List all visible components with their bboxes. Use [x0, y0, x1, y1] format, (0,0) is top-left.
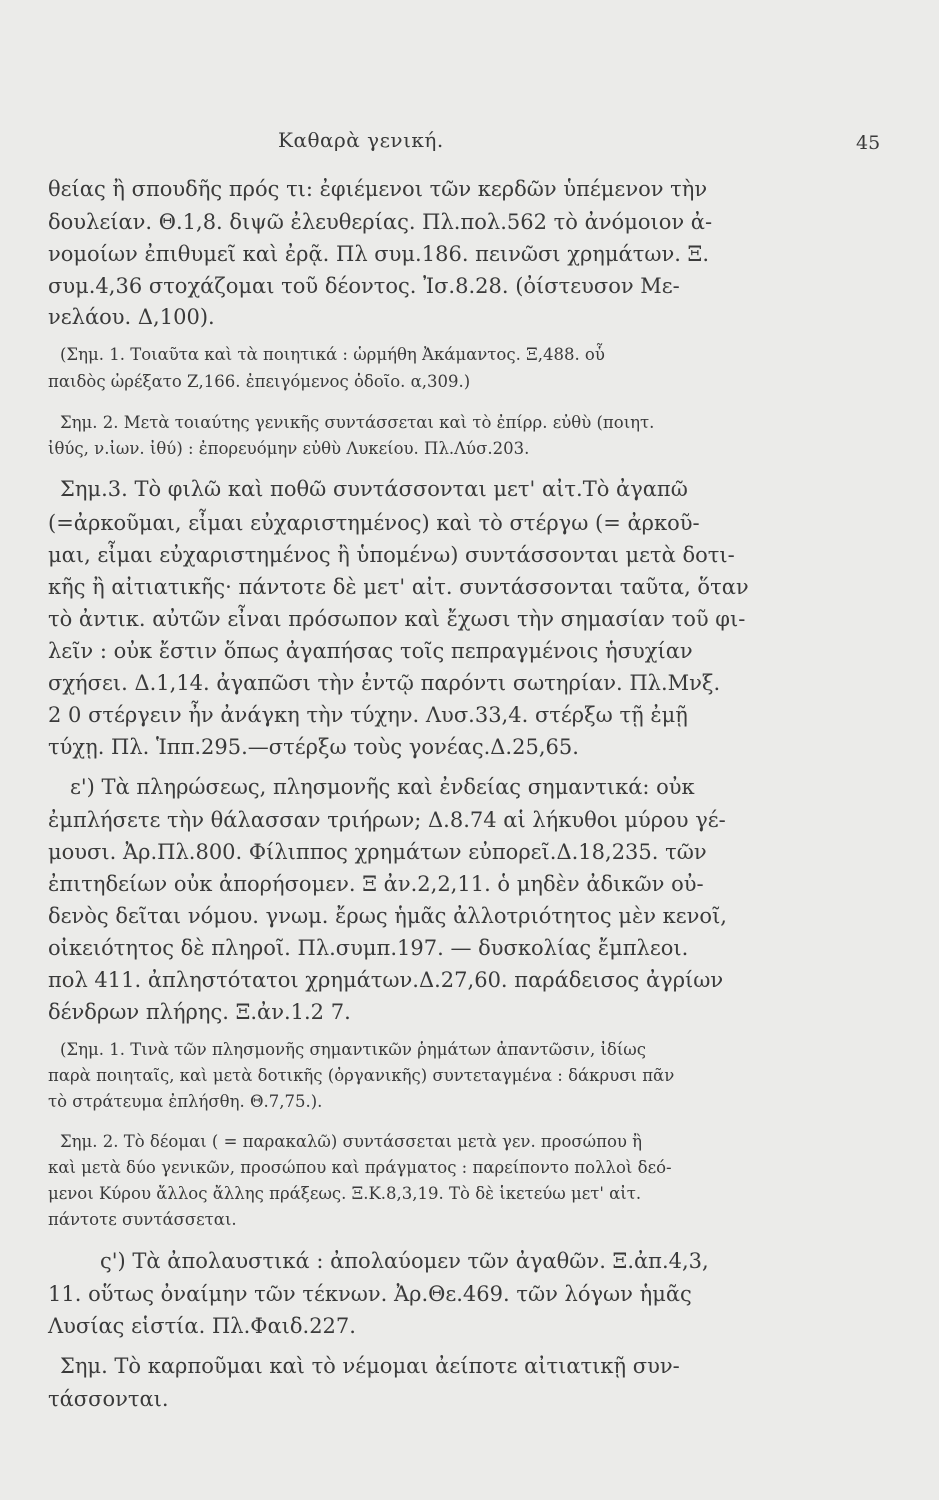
text-line: τὸ ἀντικ. αὐτῶν εἶναι πρόσωπον καὶ ἔχωσι τὴν σημασίαν τοῦ φι-	[48, 607, 746, 631]
text-line: νελάου. Δ,100).	[48, 305, 215, 329]
text-line: (=ἀρκοῦμαι, εἶμαι εὐχαριστημένος) καὶ τὸ στέργω (= ἀρκοῦ-	[48, 511, 700, 535]
page-header	[0, 128, 939, 158]
note-line: ἰθύς, ν.ἰων. ἰθύ) : ἐπορευόμην εὐθὺ Λυκείου. Πλ.Λύσ.203.	[48, 439, 530, 458]
text-line: σχήσει. Δ.1,14. ἀγαπῶσι τὴν ἐντῷ παρόντι σωτηρίαν. Πλ.Μνξ.	[48, 671, 721, 695]
page-number: 45	[856, 132, 881, 154]
text-line: Λυσίας εἱστία. Πλ.Φαιδ.227.	[48, 1314, 356, 1338]
text-line: ἐμπλήσετε τὴν θάλασσαν τριήρων; Δ.8.74 αἱ λήκυθοι μύρου γέ-	[48, 808, 726, 832]
note-line: τὸ στράτευμα ἐπλήσθη. Θ.7,75.).	[48, 1092, 323, 1111]
text-line: θείας ἢ σπουδῆς πρός τι: ἐφιέμενοι τῶν κερδῶν ὑπέμενον τὴν	[48, 177, 708, 201]
text-line: ς') Τὰ ἀπολαυστικά : ἀπολαύομεν τῶν ἀγαθῶν. Ξ.ἀπ.4,3,	[100, 1249, 709, 1273]
note-line: Σημ. 2. Τὸ δέομαι ( = παρακαλῶ) συντάσσεται μετὰ γεν. προσώπου ἢ	[60, 1132, 643, 1151]
running-head: Καθαρὰ γενική.	[278, 128, 444, 152]
text-line: 11. οὕτως ὀναίμην τῶν τέκνων. Ἀρ.Θε.469. τῶν λόγων ἡμᾶς	[48, 1282, 692, 1306]
text-line: νομοίων ἐπιθυμεῖ καὶ ἐρᾷ. Πλ συμ.186. πεινῶσι χρημάτων. Ξ.	[48, 242, 710, 266]
text-line: πολ 411. ἀπληστότατοι χρημάτων.Δ.27,60. παράδεισος ἀγρίων	[48, 968, 724, 992]
text-line: τύχῃ. Πλ. Ἱππ.295.—στέρξω τοὺς γονέας.Δ.25,65.	[48, 735, 579, 759]
text-line: συμ.4,36 στοχάζομαι τοῦ δέοντος. Ἰσ.8.28. (ὀίστευσον Με-	[48, 274, 680, 298]
text-line: τάσσονται.	[48, 1387, 169, 1411]
text-line: μαι, εἶμαι εὐχαριστημένος ἢ ὑπομένω) συντάσσονται μετὰ δοτι-	[48, 543, 735, 567]
note-line: παρὰ ποιηταῖς, καὶ μετὰ δοτικῆς (ὀργανικῆς) συντεταγμένα : δάκρυσι πᾶν	[48, 1066, 675, 1085]
note-line: πάντοτε συντάσσεται.	[48, 1210, 237, 1229]
note-line: καὶ μετὰ δύο γενικῶν, προσώπου καὶ πράγματος : παρείποντο πολλοὶ δεό-	[48, 1158, 672, 1177]
note-line: (Σημ. 1. Τοιαῦτα καὶ τὰ ποιητικά : ὡρμήθη Ἀκάμαντος. Ξ,488. οὗ	[60, 345, 605, 364]
text-line: οἰκειότητος δὲ πληροῖ. Πλ.συμπ.197. — δυσκολίας ἔμπλεοι.	[48, 936, 689, 960]
text-line: ε') Τὰ πληρώσεως, πλησμονῆς καὶ ἐνδείας σημαντικά: οὐκ	[70, 775, 695, 799]
note-line: (Σημ. 1. Τινὰ τῶν πλησμονῆς σημαντικῶν ῥημάτων ἀπαντῶσιν, ἰδίως	[60, 1040, 647, 1059]
note-line: Σημ. 2. Μετὰ τοιαύτης γενικῆς συντάσσεται καὶ τὸ ἐπίρρ. εὐθὺ (ποιητ.	[60, 413, 655, 432]
text-line: Σημ.3. Τὸ φιλῶ καὶ ποθῶ συντάσσονται μετ' αἰτ.Τὸ ἀγαπῶ	[60, 477, 688, 501]
text-line: ἐπιτηδείων οὐκ ἀπορήσομεν. Ξ ἀν.2,2,11. ὁ μηδὲν ἀδικῶν οὐ-	[48, 872, 704, 896]
note-line: μενοι Κύρου ἄλλος ἄλλης πράξεως. Ξ.Κ.8,3,19. Τὸ δὲ ἱκετεύω μετ' αἰτ.	[48, 1184, 642, 1203]
text-line: δένδρων πλήρης. Ξ.ἀν.1.2 7.	[48, 1000, 351, 1024]
note-line: παιδὸς ὠρέξατο Ζ,166. ἐπειγόμενος ὁδοῖο. α,309.)	[48, 372, 471, 391]
text-line: κῆς ἢ αἰτιατικῆς· πάντοτε δὲ μετ' αἰτ. συντάσσονται ταῦτα, ὅταν	[48, 575, 749, 599]
text-line: δουλείαν. Θ.1,8. διψῶ ἐλευθερίας. Πλ.πολ.562 τὸ ἀνόμοιον ἀ-	[48, 210, 713, 234]
text-line: δενὸς δεῖται νόμου. γνωμ. ἔρως ἡμᾶς ἀλλοτριότητος μὲν κενοῖ,	[48, 904, 727, 928]
text-line: Σημ. Τὸ καρποῦμαι καὶ τὸ νέμομαι ἀείποτε αἰτιατικῇ συν-	[60, 1354, 680, 1378]
text-line: 2 0 στέργειν ἦν ἀνάγκη τὴν τύχην. Λυσ.33,4. στέρξω τῇ ἐμῇ	[48, 703, 688, 727]
text-line: λεῖν : οὐκ ἔστιν ὅπως ἀγαπήσας τοῖς πεπραγμένοις ἡσυχίαν	[48, 639, 693, 663]
text-line: μουσι. Ἀρ.Πλ.800. Φίλιππος χρημάτων εὐπορεῖ.Δ.18,235. τῶν	[48, 840, 707, 864]
